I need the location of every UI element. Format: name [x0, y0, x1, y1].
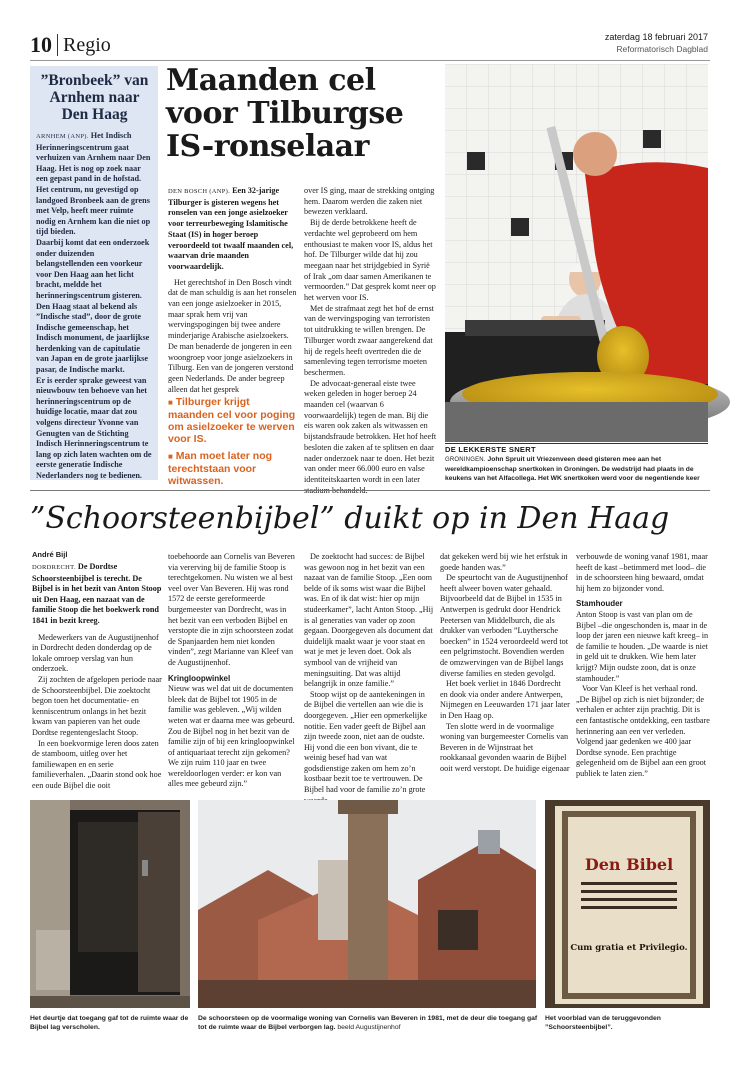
main-article-column-1: [168, 186, 298, 394]
photo-hatch-door: [30, 800, 190, 1008]
sidebar-paragraph: Daarbij komt dat een onderzoek onder duizenden belangstellenden een voorkeur voor Den Haag aan het licht bracht, meldde het herinneringscentrum gisteren. Den Haag staat al bekend als ”Indische stad”, door de grote Indische gemeenschap, het Indisch monument, de jaarlijkse herdenking van de capitulatie van Japan en de grote jaarlijkse pasar, de Indische markt.: [36, 237, 150, 375]
second-lead: De Dordtse Schoorsteenbijbel is terecht. De Bijbel is in het bezit van Anton Stoop uit Den Haag, een nazaat van de familie Stoop die het boekwerk rond 1841 in bezit kreeg.: [32, 562, 162, 625]
subhead-stamhouder: Stamhouder: [576, 599, 623, 609]
second-paragraph: toebehoorde aan Cornelis van Beveren via vererving bij de familie Stoop is terechtgekomen. Nu wisten we al best veel over Van Beveren. Hij was rond 1572 de eerste gereformeerde burgemeester van Dordrecht, was in het bezit van een verboden Bijbel en verstopte die in zijn schoorsteen zodat de Spanjaarden hem niet konden vinden”, zegt Marianne van Kleef van de Augustijnenhof.: [168, 552, 295, 667]
sidebar-article: [30, 66, 158, 480]
second-paragraph: Medewerkers van de Augustijnenhof in Dordrecht deden donderdag op de lokale omroep verslag van hun onderzoek.: [32, 632, 159, 674]
second-paragraph: Zij zochten de afgelopen periode naar de Schoorsteenbijbel. Die zoektocht begon toen het documentatie- en kenniscentrum onlangs in het bezit kwam van papieren van het oude Dordtse regentengeslacht Stoop.: [32, 674, 162, 737]
photo-caption: [445, 455, 711, 483]
main-paragraph: Met de strafmaat zegt het hof de ernst van de wervingspoging van terroristen tot uitdrukking te willen brengen. De Tilburger wordt zwaar aangerekend dat hij de regels heeft overtreden die de samenleving tegen terrorisme moeten beschermen.: [304, 303, 434, 377]
bible-privilege-text: Cum gratia et Privilegio.: [570, 943, 688, 953]
photo-caption-3: Het voorblad van de teruggevonden ”Schoorsteenbijbel”.: [545, 1015, 661, 1031]
pull-quote-2: [168, 450, 298, 487]
sidebar-dateline: ARNHEM (ANP).: [36, 133, 89, 140]
main-paragraph: Bij de derde betrokkene heeft de verdachte wel geprobeerd om hem enthousiast te maken voor IS, aldus het hof. De Tilburger wilde dat hij zou meegaan naar het strijdgebied in Syrië of Irak „om daar samen Amerikanen te vermoorden.” Dat gesprek komt neer op het werven voor IS.: [304, 218, 436, 303]
photo-soup-chef: [445, 64, 708, 442]
sidebar-body: [36, 131, 153, 482]
issue-date: zaterdag 18 februari 2017: [604, 32, 708, 42]
quote-bullet-icon: ■: [168, 452, 173, 461]
second-paragraph: verbouwde de woning vanaf 1981, maar heeft de kast –betimmerd met lood– die in de schoorsteen hing bewaard, omdat hij hem zo bijzonder vond.: [576, 552, 708, 593]
photo-caption-2: [198, 1014, 538, 1032]
second-dateline: DORDRECHT.: [32, 564, 76, 571]
sidebar-paragraph: Het Indisch Herinneringscentrum gaat verhuizen van Arnhem naar Den Haag. Het is nog op zoek naar een gepast pand in de hofstad. Het centrum, nu gevestigd op landgoed Bronbeek aan de grens met Velp, heeft meer ruimte nodig en Arnhem kan die niet op tijd bieden.: [36, 131, 151, 237]
second-paragraph: Anton Stoop is vast van plan om de Bijbel –die ongeschonden is, maar in de loop der jaren een nieuwe kaft kreeg– in de familie te houden. „De waarde is niet in geld uit te drukken. Wie hem later krijgt? Mijn oudste zoon, dat is onze stamhouder.”: [576, 609, 709, 683]
second-headline: ”Schoorsteenbijbel” duikt op in Den Haag: [30, 501, 670, 536]
second-paragraph: In een boekvormige leren doos zaten de stamboom, uitleg over het familiewapen en en serie familieverhalen. „Daarin stond ook hoe een oude Bijbel die ooit: [32, 738, 162, 790]
pull-quote-text: Man moet later nog terechtstaan voor witwassen.: [168, 450, 273, 487]
second-paragraph: dat gekeken werd bij wie het erfstuk in goede handen was.”: [440, 552, 568, 572]
section-name: Regio: [63, 34, 111, 56]
main-dateline: DEN BOSCH (ANP).: [168, 188, 231, 195]
caption-text: De schoorsteen op de voormalige woning van Cornelis van Beveren in 1981, met de deur die toegang gaf tot de ruimte waar de Bijbel verborgen lag.: [198, 1015, 538, 1031]
second-paragraph: Stoop wijst op de aantekeningen in de Bijbel die vertellen aan wie die is doorgegeven. „Hier een opmerkelijke notitie. Een vader geeft de Bijbel aan zijn tweede zoon, niet aan de oudste. Hij vond die een bon vivant, die te weinig besef had van wat godsdienstige zaken om hem zo’n kostbaar bezit toe te vertrouwen. De Bijbel had voor de familie zo’n grote: [304, 689, 428, 795]
bible-title-text: Den Bibel: [584, 855, 674, 874]
second-article-column-3: [304, 552, 434, 795]
photo-caption-rule: [445, 443, 708, 444]
main-paragraph: De advocaat-generaal eiste twee weken geleden in hoger beroep 24 maanden cel (waarvan 6 voorwaardelijk) tegen de man. Bij die eis waren ook zaken als witwassen en bijstandsfraude betrokken. Het hof heeft besloten die zaken af te splitsen en daar nader onderzoek naar te doen. Het bezit van onder meer 66.000 euro en valse identiteitskaarten wordt in een later: [304, 378, 437, 484]
section-divider: [30, 490, 710, 491]
page-number: 10: [30, 32, 52, 57]
second-paragraph: Voor Van Kleef is het verhaal rond. „De Bijbel op zich is niet bijzonder; de verhalen er achter zijn prachtig. Dit is een fantastische ontdekking, een tastbare herinnering aan een ver verleden. Volgend jaar gedenken we 400 jaar Dordtse synode. Een prachtige gelegenheid om de Bijbel aan een groot publiek te laten zien.”: [576, 684, 710, 778]
second-article-column-1: [32, 562, 162, 790]
caption-text: John Spruit uit Vriezenveen deed gisteren mee aan het wereldkampioenschap snertkoken in Groningen. De wedstrijd had plaats in de keukens van het Alfacollega. Het WK snertkoken werd voor de negentiende keer: [445, 456, 700, 482]
byline: André Bijl: [32, 550, 68, 559]
second-paragraph: Ten slotte werd in de voormalige woning van burgemeester Cornelis van Beveren in de Wijnstraat het rookkanaal gevonden waarin de Bijbel ooit werd verstopt. De huidige eigenaar: [440, 721, 570, 773]
photo-credit: beeld Augustijnenhof: [337, 1024, 401, 1031]
subhead-kringloopwinkel: Kringloopwinkel: [168, 673, 231, 683]
sidebar-paragraph: Er is eerder sprake geweest van nieuwbouw ten behoeve van het herinneringscentrum op de huidige locatie, maar dat zou volgens directeur Yvonne van Genugten van de Stichting Indisch Herinneringscentrum te lang op zich laten wachten om de eerste generatie Indische Nederlanders nog te bedienen.: [36, 375, 152, 480]
main-headline: Maanden cel voor Tilburgse IS-ronselaar: [166, 63, 404, 164]
second-paragraph: Nieuw was wel dat uit de documenten bleek dat de Bijbel tot 1905 in de familie was gebleven. „Wij wilden weten wat er daarna mee was gebeurd. Zou de Bijbel nog in het bezit van de familie zijn of bij een kringloopwinkel of antiquariaat terecht zijn gekomen? We zijn ruim 110 jaar en twee wereldoorlogen verder: er kon van alles mee gebeurd zijn.”: [168, 684, 295, 789]
second-article-column-5: [576, 552, 712, 787]
second-paragraph: De zoektocht had succes: de Bijbel was gewoon nog in het bezit van een nazaat van de familie Stoop. „Een oom belde of ik soms wist waar die Bijbel was. En of ik dat wist: hier op mijn studeerkamer”, lacht Anton Stoop. „Hij is al generaties van vader op zoon gegaan. Doorgegeven als document dat duidelijk maakt waar je voor staat en wat je met je leven doet. Ook als symbool van de vrijheid van meningsuiting. Dat was altijd belangrijk in onze familie.”: [304, 552, 434, 689]
photo-roofs-chimney: [198, 800, 536, 1008]
newspaper-name: Reformatorisch Dagblad: [616, 44, 708, 54]
main-paragraph: over IS ging, maar de strekking ontging hem. Daarom werden die zaken niet bewezen verklaard.: [304, 186, 435, 217]
pull-quote-text: Tilburger krijgt maanden cel voor poging om asielzoeker te werven voor IS.: [168, 396, 296, 445]
photo-bible-title-page: [545, 800, 710, 1008]
header-rule: [30, 60, 710, 61]
caption-dateline: GRONINGEN.: [445, 457, 486, 463]
header-separator: [57, 34, 58, 56]
second-paragraph: De speurtocht van de Augustijnenhof heeft alweer boven water gehaald. Bijvoorbeeld dat de Bijbel in 1535 in Antwerpen is gedrukt door Hendrick Peetersen van Middelburch, die als drukker van verboden ”Luythersche boecken” in 1524 veroordeeld werd tot een pelgrimstocht. Bovendien werden de omzwervingen van de Bijbel langs diverse families en steden gevolgd.: [440, 573, 568, 678]
second-article-column-2: [168, 552, 298, 787]
second-article-column-4: [440, 552, 570, 787]
photo-caption-head: DE LEKKERSTE SNERT: [445, 445, 536, 454]
quote-bullet-icon: ■: [168, 398, 173, 407]
second-paragraph: Het boek verliet in 1846 Dordrecht en dook via onder andere Antwerpen, Nijmegen en Leeuwarden 171 jaar later in Den Haag op.: [440, 679, 570, 720]
main-paragraph: Het gerechtshof in Den Bosch vindt dat de man schuldig is aan het ronselen van een jonge asielzoeker in 2015, maar sprak hem vrij van wervingspogingen bij twee andere minderjarige Arabische asielzoekers. De man benaderde de jongeren in een woongroep voor jonge asielzoekers in Tilburg. Een van de jongeren verstond geen Nederlands. De ander begreep alleen dat het gesprek: [168, 277, 297, 394]
main-lead: Een 32-jarige Tilburger is gisteren wegens het ronselen van een jonge asielzoeker voor terreurbeweging Islamitische Staat (IS) in hoger beroep veroordeeld tot twaalf maanden cel, waarvan drie maanden voorwaardelijk.: [168, 186, 294, 271]
pull-quote-1: [168, 396, 298, 445]
photo-caption-1: Het deurtje dat toegang gaf tot de ruimte waar de Bijbel lag verscholen.: [30, 1015, 189, 1031]
sidebar-headline: ”Bronbeek” van Arnhem naar Den Haag: [40, 72, 149, 123]
main-article-column-2: [304, 186, 438, 482]
